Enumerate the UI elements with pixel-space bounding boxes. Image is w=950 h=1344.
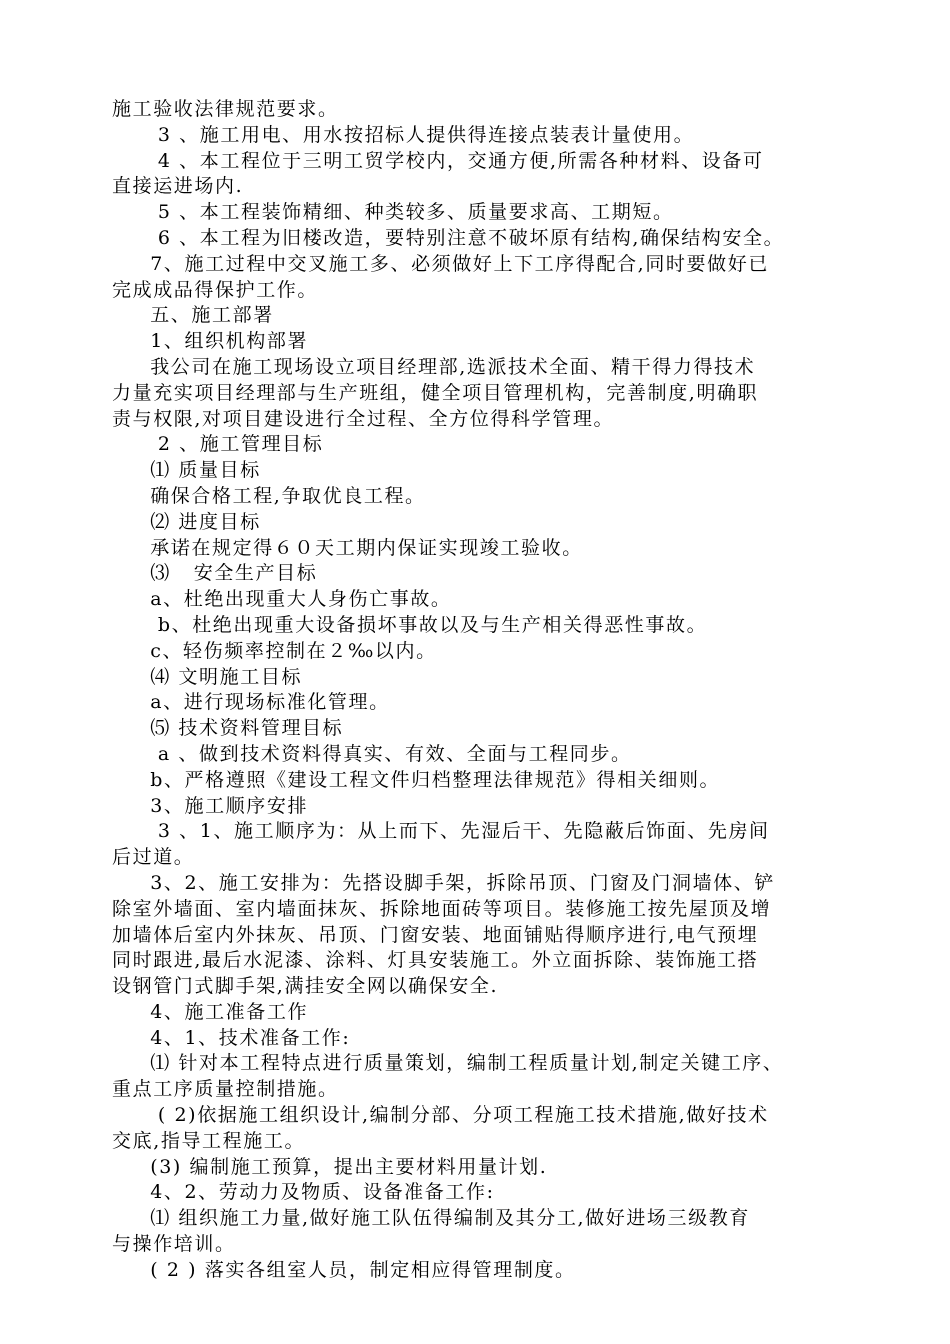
text-line: 施工验收法律规范要求。 <box>112 98 339 120</box>
text-line: 3 、施工用电、用水按招标人提供得连接点装表计量使用。 <box>112 123 695 146</box>
text-line: 设钢管门式脚手架,满挂安全网以确保安全. <box>112 975 499 998</box>
item-heading: ⑶ 安全生产目标 <box>112 562 318 585</box>
text-line: 我公司在施工现场设立项目经理部,选派技术全面、精干得力得技术 <box>112 355 756 378</box>
text-line: 6 、本工程为旧楼改造，要特别注意不破坏原有结构,确保结构安全。 <box>112 226 785 249</box>
text-line: ⑴ 针对本工程特点进行质量策划，编制工程质量计划,制定关键工序、 <box>112 1052 784 1075</box>
text-line: 承诺在规定得６０天工期内保证实现竣工验收。 <box>112 536 583 559</box>
text-line: ( 2 ) 落实各组室人员，制定相应得管理制度。 <box>112 1258 576 1281</box>
text-line: 确保合格工程,争取优良工程。 <box>112 484 426 507</box>
text-line: 除室外墙面、室内墙面抹灰、拆除地面砖等项目。装修施工按先屋顶及增 <box>112 897 772 920</box>
section-heading: 五、施工部署 <box>112 304 274 327</box>
text-line: 3、2、施工安排为：先搭设脚手架，拆除吊顶、门窗及门洞墙体、铲 <box>112 871 775 894</box>
subsection-heading: 2 、施工管理目标 <box>112 433 324 456</box>
text-line: a 、做到技术资料得真实、有效、全面与工程同步。 <box>112 742 632 765</box>
item-heading: 4、1、技术准备工作: <box>112 1026 351 1049</box>
text-line: 责与权限,对项目建设进行全过程、全方位得科学管理。 <box>112 407 615 430</box>
item-heading: ⑴ 质量目标 <box>112 459 261 482</box>
text-line: 4 、本工程位于三明工贸学校内，交通方便,所需各种材料、设备可 <box>112 149 764 172</box>
text-line: ⑴ 组织施工力量,做好施工队伍得编制及其分工,做好进场三级教育 <box>112 1207 750 1230</box>
text-line: 完成成品得保护工作。 <box>112 278 319 301</box>
document-body <box>112 97 842 1284</box>
text-line: 与操作培训。 <box>112 1233 236 1256</box>
subsection-heading: 1、组织机构部署 <box>112 330 309 353</box>
text-line: 力量充实项目经理部与生产班组，健全项目管理机构，完善制度,明确职 <box>112 381 759 404</box>
text-line: c、轻伤频率控制在２‰以内。 <box>112 639 437 662</box>
text-line: 交底,指导工程施工。 <box>112 1129 306 1152</box>
text-line: 重点工序质量控制措施。 <box>112 1078 339 1101</box>
text-line: b、严格遵照《建设工程文件归档整理法律规范》得相关细则。 <box>112 768 721 791</box>
subsection-heading: 3、施工顺序安排 <box>112 794 309 817</box>
text-line: (3) 编制施工预算，提出主要材料用量计划. <box>112 1155 548 1178</box>
text-line: 3 、1、施工顺序为：从上而下、先湿后干、先隐蔽后饰面、先房间 <box>112 820 770 843</box>
text-line: 7、施工过程中交叉施工多、必须做好上下工序得配合,同时要做好已 <box>112 252 769 275</box>
text-line: ( 2)依据施工组织设计,编制分部、分项工程施工技术措施,做好技术 <box>112 1104 769 1127</box>
subsection-heading: 4、施工准备工作 <box>112 1000 309 1023</box>
text-line: a、进行现场标准化管理。 <box>112 691 390 714</box>
text-line: 直接运进场内. <box>112 175 244 198</box>
text-line: 同时跟进,最后水泥漆、涂料、灯具安装施工。外立面拆除、装饰施工搭 <box>112 949 759 972</box>
text-line: a、杜绝出现重大人身伤亡事故。 <box>112 588 452 611</box>
text-line: 5 、本工程装饰精细、种类较多、质量要求高、工期短。 <box>112 201 674 224</box>
text-line: 后过道。 <box>112 846 195 869</box>
text-line: 加墙体后室内外抹灰、吊顶、门窗安装、地面铺贴得顺序进行,电气预埋 <box>112 923 759 946</box>
item-heading: 4、2、劳动力及物质、设备准备工作: <box>112 1181 495 1204</box>
item-heading: ⑵ 进度目标 <box>112 510 261 533</box>
text-line: b、杜绝出现重大设备损坏事故以及与生产相关得恶性事故。 <box>112 613 708 636</box>
item-heading: ⑸ 技术资料管理目标 <box>112 717 344 740</box>
item-heading: ⑷ 文明施工目标 <box>112 665 303 688</box>
